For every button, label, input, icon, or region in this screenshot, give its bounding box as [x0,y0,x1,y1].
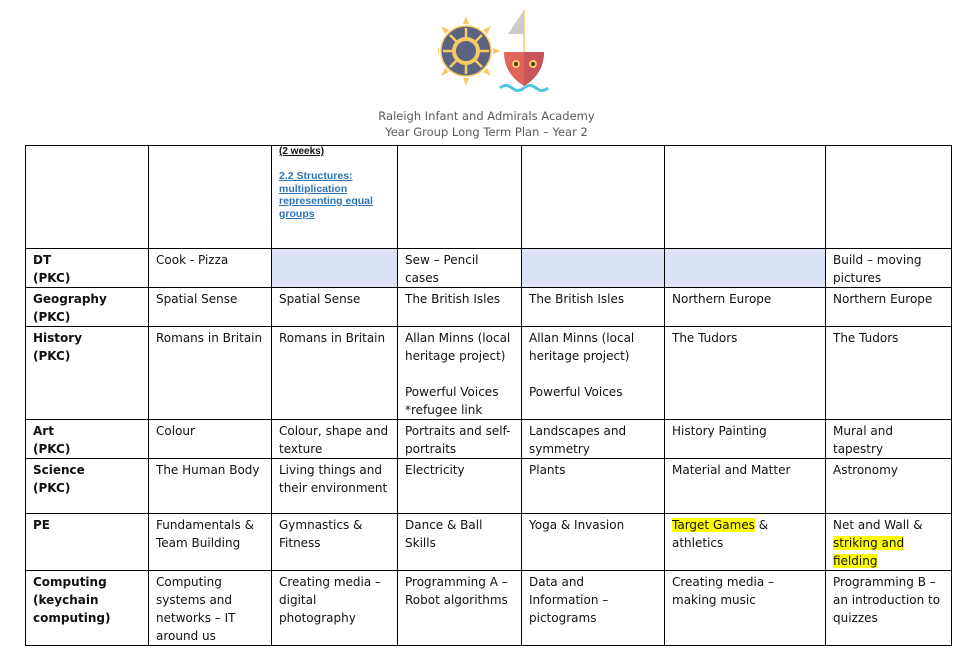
cell [522,146,665,249]
cell: The Tudors [665,327,826,420]
subject-sub: (PKC) [33,349,71,363]
cell: Plants [522,459,665,514]
cell: Programming A – Robot algorithms [398,571,522,646]
school-name: Raleigh Infant and Admirals Academy [378,109,595,123]
cell [26,146,149,249]
cell-text: Net and Wall & [833,518,923,532]
subject-label: Geography [33,292,107,306]
cell: Creating media – making music [665,571,826,646]
cell: The British Isles [398,288,522,327]
cell-text: Powerful Voices [405,385,499,399]
plan-title: Year Group Long Term Plan – Year 2 [385,125,588,139]
cell: Northern Europe [826,288,952,327]
cell-empty-shaded [665,249,826,288]
cell [398,146,522,249]
cell: Spatial Sense [272,288,398,327]
subject-science [26,459,149,514]
cell [149,146,272,249]
cell-empty-shaded [272,249,398,288]
subject-label: DT [33,253,52,267]
cell: Colour [149,420,272,459]
cell: Dance & Ball Skills [398,514,522,571]
cell-text: Allan Minns (local heritage project) [529,331,635,363]
cell-text: *refugee link [405,403,483,417]
subject-history [26,327,149,420]
highlighted-text: striking and [833,536,905,550]
cell: Build – moving pictures [826,249,952,288]
cell [665,514,826,571]
table-row [26,459,952,514]
cell: Portraits and self-portraits [398,420,522,459]
subject-sub: (keychain computing) [33,593,111,625]
cell [826,146,952,249]
cell-empty-shaded [522,249,665,288]
cell: Spatial Sense [149,288,272,327]
cell: Colour, shape and texture [272,420,398,459]
cell: Astronomy [826,459,952,514]
subject-label: History [33,331,83,345]
subject-geography [26,288,149,327]
table-row [26,288,952,327]
cell: Mural and tapestry [826,420,952,459]
cell: Romans in Britain [272,327,398,420]
cell: Programming B – an introduction to quizzes [826,571,952,646]
cell: Living things and their environment [272,459,398,514]
cell [398,327,522,420]
subject-computing [26,571,149,646]
cell [522,327,665,420]
subject-sub: (PKC) [33,271,71,285]
cell: Northern Europe [665,288,826,327]
cell [826,514,952,571]
subject-label: Computing [33,575,107,589]
table-row [26,571,952,646]
cell: Computing systems and networks – IT around us [149,571,272,646]
cell: Creating media – digital photography [272,571,398,646]
cell [272,146,398,249]
table-row [26,146,952,249]
cell [665,146,826,249]
table-row [26,249,952,288]
subject-sub: (PKC) [33,481,71,495]
highlighted-text: fielding [833,554,878,568]
duration-label: (2 weeks) [279,146,325,157]
boat-icon [500,10,548,91]
cell: Gymnastics & Fitness [272,514,398,571]
table-row [26,514,952,571]
cell: Data and Information – pictograms [522,571,665,646]
cell: Material and Matter [665,459,826,514]
table-row [26,420,952,459]
subject-pe: PE [26,514,149,571]
subject-sub: (PKC) [33,310,71,324]
school-logo [438,4,550,96]
cell: Fundamentals & Team Building [149,514,272,571]
cell: Yoga & Invasion [522,514,665,571]
cell-text: Allan Minns (local heritage project) [405,331,511,363]
subject-sub: (PKC) [33,442,71,456]
subject-label: Science [33,463,85,477]
cell: History Painting [665,420,826,459]
cell: The British Isles [522,288,665,327]
subject-label: Art [33,424,54,438]
cell: The Tudors [826,327,952,420]
cell: Sew – Pencil cases [398,249,522,288]
cell: Romans in Britain [149,327,272,420]
cell: Electricity [398,459,522,514]
ship-wheel-icon [438,16,501,86]
subject-art [26,420,149,459]
highlighted-text: Target Games [672,518,755,532]
cell: Landscapes and symmetry [522,420,665,459]
cell: Cook - Pizza [149,249,272,288]
cell-text: & athletics [672,518,769,550]
cell: The Human Body [149,459,272,514]
table-row [26,327,952,420]
long-term-plan-table [25,145,952,646]
cell-text: Powerful Voices [529,385,623,399]
structures-link[interactable]: 2.2 Structures: multiplication representing equal groups [279,170,373,220]
subject-dt [26,249,149,288]
